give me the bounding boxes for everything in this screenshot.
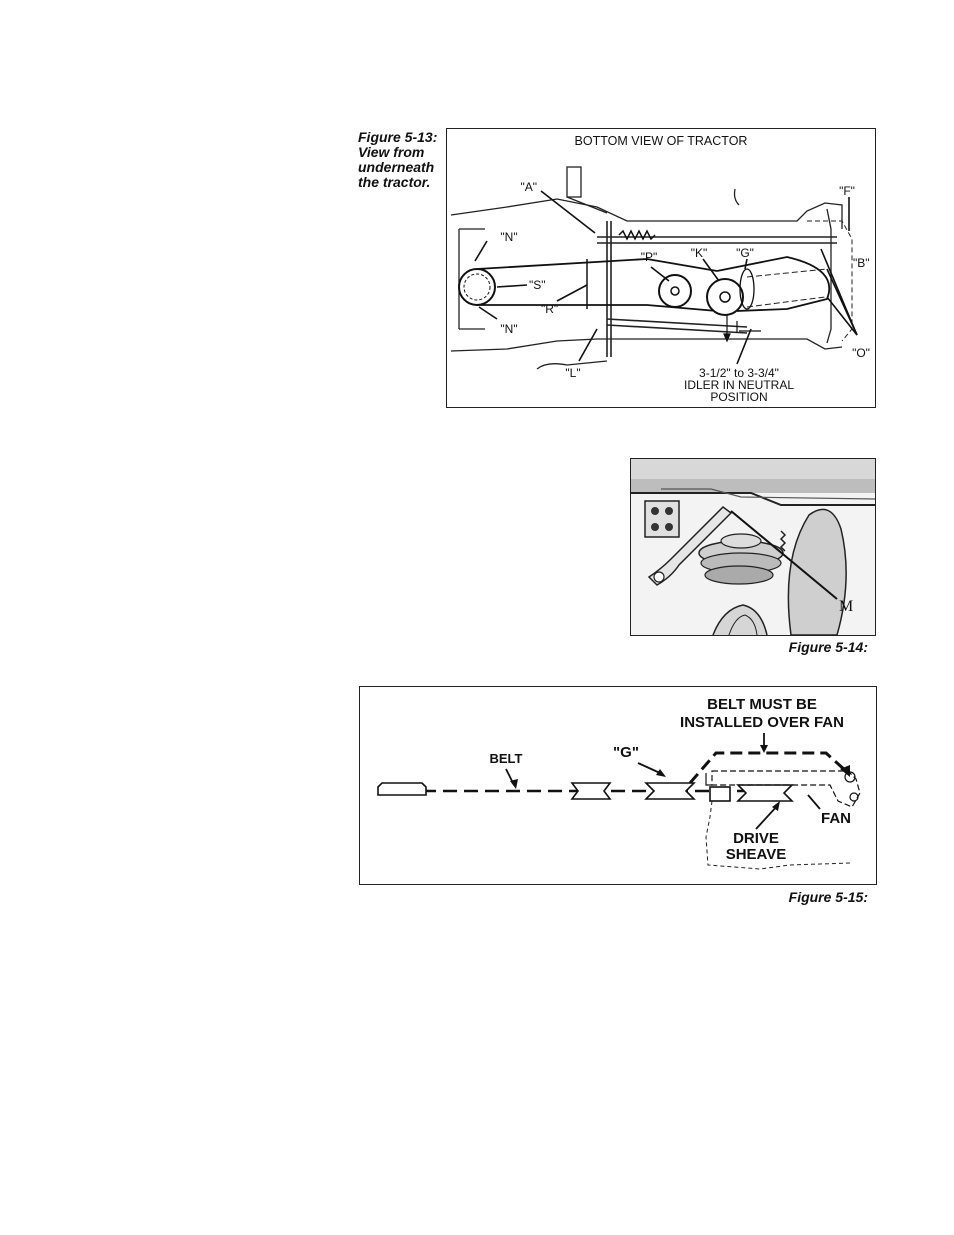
label-o: "O" xyxy=(852,346,870,360)
figure-5-14-diagram xyxy=(630,458,876,636)
label-g: "G" xyxy=(736,246,754,260)
figure-5-14-caption: Figure 5-14: xyxy=(788,639,868,655)
label-l: "L" xyxy=(565,366,581,380)
caption-line: underneath xyxy=(358,159,435,175)
belt-guide-photo xyxy=(631,459,875,635)
g-arrowhead xyxy=(656,769,666,777)
label-n-bottom: "N" xyxy=(500,322,518,336)
note-line: IDLER IN NEUTRAL xyxy=(683,378,795,392)
caption-line: Figure 5-13: xyxy=(358,129,438,145)
label-f: "F" xyxy=(839,184,855,198)
label-p: "P" xyxy=(640,250,658,264)
header-line: BELT MUST BE xyxy=(707,696,817,713)
label-a: "A" xyxy=(520,180,537,194)
diagram-title: BOTTOM VIEW OF TRACTOR xyxy=(574,134,748,148)
label-k: "K" xyxy=(690,246,708,260)
note-line: 3-1/2" to 3-3/4" xyxy=(699,366,779,380)
rear-axle-outline xyxy=(807,221,852,341)
label-s: "S" xyxy=(529,278,546,292)
belt-over-fan-path xyxy=(690,753,846,783)
figure-5-13-diagram xyxy=(446,128,876,408)
label-r: "R" xyxy=(541,302,559,316)
frame-outline xyxy=(451,167,842,369)
label-fan: FAN xyxy=(821,810,851,827)
pulley-profiles xyxy=(378,783,792,801)
figure-5-15-caption: Figure 5-15: xyxy=(788,889,868,905)
note-line: POSITION xyxy=(710,390,768,404)
measurement-arrow xyxy=(724,315,761,341)
label-drive: DRIVE xyxy=(733,830,779,847)
figure-5-15-diagram xyxy=(359,686,877,885)
header-line: INSTALLED OVER FAN xyxy=(680,714,844,731)
tractor-bottom-view-drawing xyxy=(447,129,875,407)
fan-arrow xyxy=(808,795,820,809)
figure-5-13-caption xyxy=(358,130,446,190)
caption-line: View from xyxy=(358,144,425,160)
label-m: M xyxy=(839,598,854,615)
label-b: "B" xyxy=(853,256,870,270)
belt-routing-drawing xyxy=(360,687,876,884)
label-sheave: SHEAVE xyxy=(725,846,787,863)
label-n-top: "N" xyxy=(500,230,518,244)
idler-pulley-p xyxy=(659,275,691,307)
caption-line: the tractor. xyxy=(358,174,431,190)
label-g: "G" xyxy=(613,744,639,761)
label-belt: BELT xyxy=(489,751,523,766)
g-arrow xyxy=(638,763,660,773)
spring xyxy=(619,231,655,239)
idler-pulley-k xyxy=(707,279,743,315)
